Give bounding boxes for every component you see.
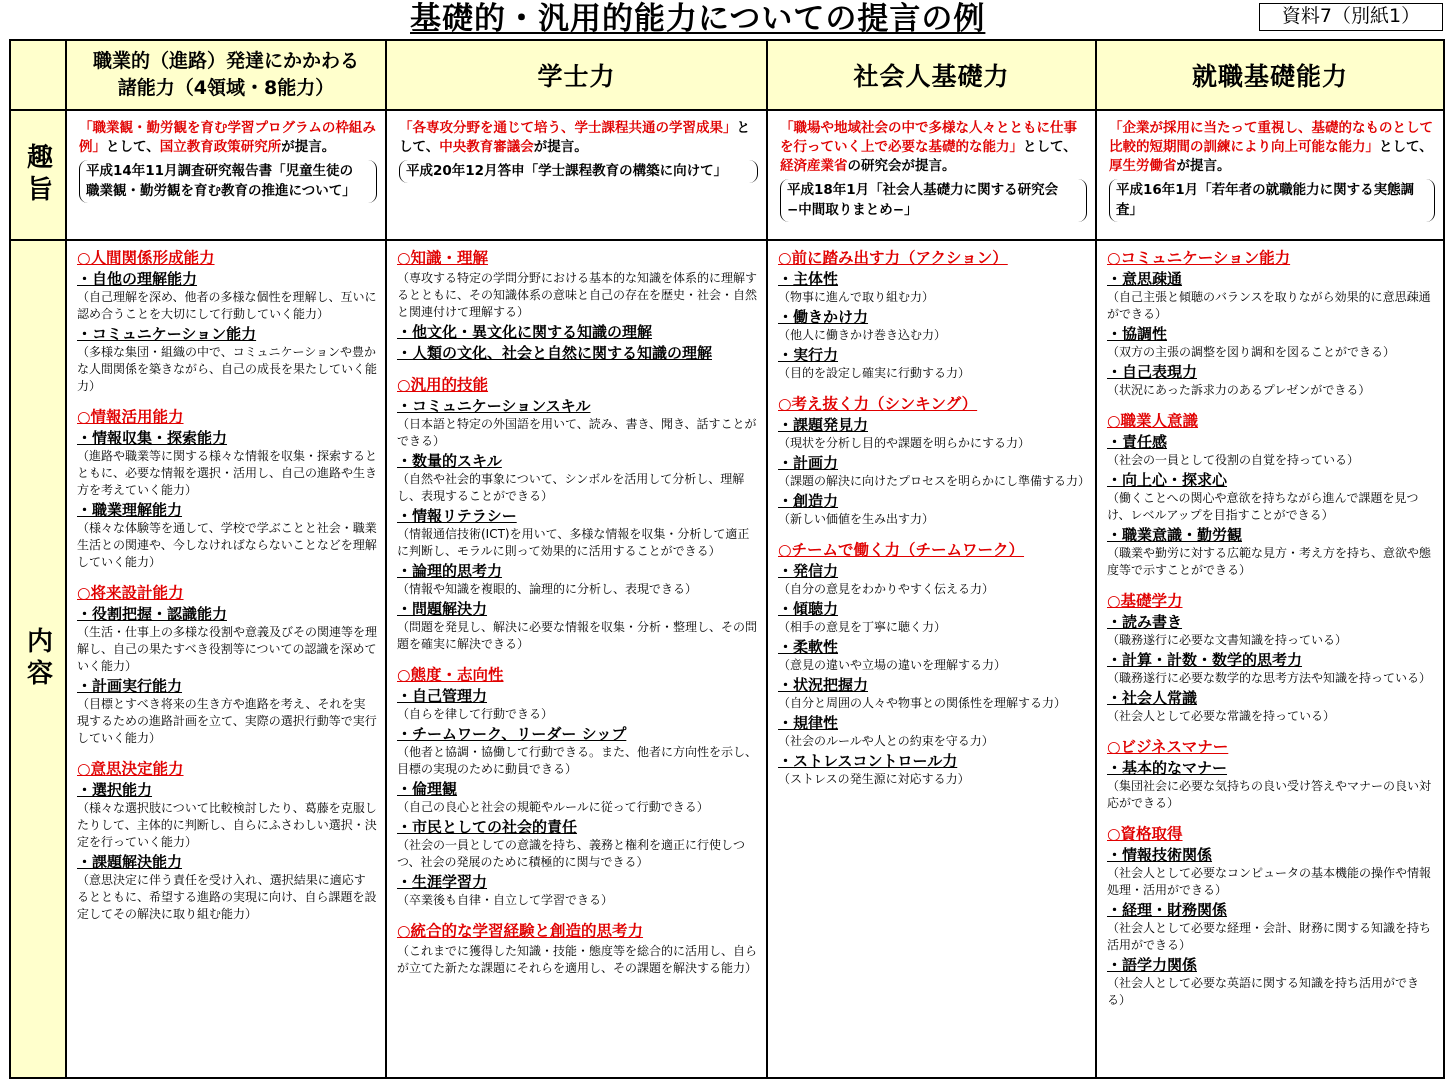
competency-category: ○ビジネスマナー — [1107, 738, 1229, 756]
competency-description: （生活・仕事上の多様な役割や意義及びその関連等を理解し、自己の果たすべき役割等についての認識を深めていく能力） — [77, 625, 378, 673]
competency-name: ・語学力関係 — [1107, 956, 1198, 974]
competency-description: （課題の解決に向けたプロセスを明らかにし準備する力） — [778, 474, 1091, 488]
competency-name: ・社会人常識 — [1107, 689, 1198, 707]
competency-item — [397, 818, 758, 871]
competency-item — [397, 600, 758, 653]
competency-category: ○前に踏み出す力（アクション） — [778, 249, 1008, 267]
column-header-basic-skills-for-working-people: 社会人基礎力 — [768, 41, 1097, 111]
competency-name: ・チームワーク、リーダー シップ — [397, 725, 627, 743]
purpose-connector: として、 — [106, 139, 160, 155]
purpose-statement — [780, 119, 1087, 176]
competency-description: （社会の一員としての意識を持ち、義務と権利を適正に行使しつつ、社会の発展のために積極的に関与できる） — [397, 838, 746, 869]
competency-item — [778, 676, 1087, 712]
competency-item — [1107, 433, 1435, 469]
competency-item — [77, 781, 377, 851]
competency-item — [77, 853, 377, 923]
competency-name: ・計算・計数・数学的思考力 — [1107, 651, 1303, 669]
purpose-statement — [79, 119, 377, 157]
competency-description: （社会人として必要な常識を持っている） — [1107, 709, 1336, 723]
row-label-purpose: 趣旨 — [11, 111, 67, 241]
competency-item — [778, 454, 1091, 490]
competency-category: ○意思決定能力 — [77, 760, 184, 778]
contents-cell — [1097, 241, 1443, 1077]
competency-category: ○チームで働く力（チームワーク） — [778, 541, 1025, 559]
column-header-bachelor-ability: 学士力 — [387, 41, 768, 111]
row-label-contents: 内容 — [11, 241, 67, 1077]
competency-description: （他人に働きかけ巻き込む力） — [778, 328, 947, 342]
competency-category: ○人間関係形成能力 — [77, 249, 215, 267]
competency-name: ・生涯学習力 — [397, 873, 488, 891]
competency-category: ○考え抜く力（シンキング） — [778, 395, 978, 413]
competency-description: （自己理解を深め、他者の多様な個性を理解し、互いに認め合うことを大切にして行動していく能力） — [77, 290, 377, 321]
competency-item — [397, 780, 758, 816]
column-header-career-development: 職業的（進路）発達にかかわる 諸能力（4領域・8能力） — [67, 41, 387, 111]
competency-category: ○コミュニケーション能力 — [1107, 249, 1291, 267]
purpose-cell — [67, 111, 387, 241]
competency-name: ・情報リテラシー — [397, 507, 517, 525]
competency-item — [1107, 689, 1435, 725]
competency-category: ○汎用的技能 — [397, 376, 489, 394]
competency-name: ・ストレスコントロール力 — [778, 752, 958, 770]
competency-description: （情報通信技術(ICT)を用いて、多様な情報を収集・分析して適正に判断し、モラルに則って効果的に活用することができる） — [397, 527, 750, 558]
source-document: 平成14年11月調査研究報告書「児童生徒の職業観・勤労観を育む教育の推進について」 — [79, 160, 377, 203]
page-title: 基礎的・汎用的能力についての提言の例 — [410, 1, 986, 37]
competency-item — [397, 873, 758, 909]
competency-name: ・課題解決能力 — [77, 853, 183, 871]
competency-item — [1107, 363, 1435, 399]
competency-category: ○情報活用能力 — [77, 408, 184, 426]
competency-name: ・他文化・異文化に関する知識の理解 — [397, 323, 653, 341]
purpose-cell — [387, 111, 768, 241]
competency-description: （現状を分析し目的や課題を明らかにする力） — [778, 436, 1031, 450]
competency-name: ・主体性 — [778, 270, 839, 288]
competency-description: （社会人として必要なコンピュータの基本機能の操作や情報処理・活用ができる） — [1107, 866, 1432, 897]
competency-name: ・向上心・探求心 — [1107, 471, 1228, 489]
competency-name: ・自己表現力 — [1107, 363, 1198, 381]
competency-name: ・経理・財務関係 — [1107, 901, 1228, 919]
competency-name: ・自己管理力 — [397, 687, 488, 705]
competency-description: （自然や社会的事象について、シンボルを活用して分析し、理解し、表現することができる） — [397, 472, 745, 503]
contents-cell — [67, 241, 387, 1077]
competency-description: （自分と周囲の人々や物事との関係性を理解する力） — [778, 696, 1067, 710]
competency-description: （社会の一員として役割の自覚を持っている） — [1107, 453, 1360, 467]
competency-description: （意見の違いや立場の違いを理解する力） — [778, 658, 1007, 672]
competency-description: （集団社会に必要な気持ちの良い受け答えやマナーの良い対応ができる） — [1107, 779, 1432, 810]
competency-item — [1107, 759, 1435, 812]
competency-item — [397, 943, 758, 977]
competency-item — [77, 325, 377, 395]
competency-name: ・柔軟性 — [778, 638, 839, 656]
competency-name: ・意思疎通 — [1107, 270, 1183, 288]
competency-item — [778, 562, 1087, 598]
competency-item — [77, 429, 377, 499]
competency-description: （働くことへの関心や意欲を持ちながら進んで課題を見つけ、レベルアップを目指すことができる） — [1107, 491, 1419, 522]
competency-name: ・問題解決力 — [397, 600, 488, 618]
competency-item — [778, 346, 1087, 382]
competency-name: ・基本的なマナー — [1107, 759, 1228, 777]
competency-name: ・論理的思考力 — [397, 562, 503, 580]
competency-name: ・自他の理解能力 — [77, 270, 198, 288]
proposing-organization: 国立教育政策研究所 — [159, 139, 282, 155]
competency-description: （ストレスの発生源に対応する力） — [778, 772, 970, 786]
competency-item — [778, 752, 1087, 788]
competency-item — [1107, 651, 1435, 687]
competency-table — [9, 39, 1445, 1079]
competency-item — [778, 308, 1087, 344]
competency-item — [778, 714, 1087, 750]
competency-description: （目的を設定し確実に行動する力） — [778, 366, 971, 380]
purpose-tail: が提言。 — [281, 139, 336, 155]
competency-description: （目標とすべき将来の生き方や進路を考え、それを実現するための進路計画を立て、実際の選択行動等で実行していく能力） — [77, 697, 377, 745]
competency-name: ・コミュニケーション能力 — [77, 325, 257, 343]
competency-item — [778, 638, 1087, 674]
competency-description: （社会人として必要な経理・会計、財務に関する知識を持ち活用ができる） — [1107, 921, 1432, 952]
contents-cell — [387, 241, 768, 1077]
competency-item — [397, 344, 758, 363]
competency-item — [397, 452, 758, 505]
competency-category: ○資格取得 — [1107, 825, 1183, 843]
competency-name: ・協調性 — [1107, 325, 1168, 343]
competency-item — [397, 323, 758, 342]
competency-item — [778, 600, 1087, 636]
competency-item — [1107, 526, 1435, 579]
purpose-tail: が提言。 — [533, 139, 588, 155]
column-header-employability-basic-skills: 就職基礎能力 — [1097, 41, 1443, 111]
competency-name: ・計画実行能力 — [77, 677, 183, 695]
competency-name: ・規律性 — [778, 714, 839, 732]
document-label: 資料7（別紙1） — [1259, 3, 1443, 31]
competency-name: ・市民としての社会的責任 — [397, 818, 578, 836]
competency-item — [1107, 270, 1435, 323]
competency-item — [77, 270, 377, 323]
purpose-quote: 「企業が採用に当たって重視し、基礎的なものとして比較的短期間の訓練により向上可能な能力」 — [1109, 120, 1433, 155]
competency-name: ・発信力 — [778, 562, 839, 580]
competency-description: （自己の良心と社会の規範やルールに従って行動できる） — [397, 800, 709, 814]
competency-name: ・責任感 — [1107, 433, 1168, 451]
competency-description: （専攻する特定の学問分野における基本的な知識を体系的に理解するとともに、その知識体系の意味と自己の存在を歴史・社会・自然と関連付けて理解する） — [397, 271, 758, 319]
competency-item — [397, 507, 758, 560]
competency-name: ・人類の文化、社会と自然に関する知識の理解 — [397, 344, 713, 362]
competency-category: ○知識・理解 — [397, 249, 489, 267]
competency-description: （相手の意見を丁寧に聴く力） — [778, 620, 947, 634]
competency-description: （日本語と特定の外国語を用いて、読み、書き、聞き、話すことができる） — [397, 417, 757, 448]
proposing-organization: 経済産業省 — [780, 158, 848, 174]
competency-item — [397, 562, 758, 598]
competency-item — [77, 677, 377, 747]
competency-description: （これまでに獲得した知識・技能・態度等を総合的に活用し、自らが立てた新たな課題にそれらを適用し、その課題を解決する能力） — [397, 944, 758, 975]
competency-item — [397, 397, 758, 450]
competency-name: ・数量的スキル — [397, 452, 502, 470]
competency-description: （意思決定に伴う責任を受け入れ、選択結果に適応するとともに、希望する進路の実現に向け、自ら課題を設定してその解決に取り組む能力） — [77, 873, 377, 921]
competency-description: （職務遂行に必要な文書知識を持っている） — [1107, 633, 1348, 647]
competency-name: ・情報収集・探索能力 — [77, 429, 228, 447]
competency-item — [1107, 956, 1435, 1009]
competency-description: （他者と協調・協働して行動できる。また、他者に方向性を示し、目標の実現のために動員できる） — [397, 745, 758, 776]
competency-description: （卒業後も自律・自立して学習できる） — [397, 893, 614, 907]
competency-item — [778, 416, 1087, 452]
purpose-cell — [1097, 111, 1443, 241]
competency-description: （情報や知識を複眼的、論理的に分析し、表現できる） — [397, 582, 698, 596]
purpose-connector: として、 — [1023, 139, 1077, 155]
source-document: 平成18年1月「社会人基礎力に関する研究会−中間取りまとめ−」 — [780, 179, 1087, 222]
competency-name: ・実行力 — [778, 346, 839, 364]
competency-description: （新しい価値を生み出す力） — [778, 512, 935, 526]
competency-description: （自らを律して行動できる） — [397, 707, 554, 721]
purpose-quote: 「各専攻分野を通じて培う、学士課程共通の学習成果」 — [399, 120, 737, 136]
purpose-connector: として、 — [399, 120, 750, 155]
competency-item — [778, 492, 1087, 528]
competency-name: ・役割把握・認識能力 — [77, 605, 228, 623]
competency-name: ・コミュニケーションスキル — [397, 397, 591, 415]
competency-item — [397, 270, 758, 321]
competency-item — [397, 725, 758, 778]
purpose-connector: として、 — [1379, 139, 1433, 155]
competency-category: ○将来設計能力 — [77, 584, 184, 602]
competency-name: ・状況把握力 — [778, 676, 869, 694]
competency-description: （自分の意見をわかりやすく伝える力） — [778, 582, 995, 596]
competency-name: ・職業意識・勤労観 — [1107, 526, 1243, 544]
competency-name: ・創造力 — [778, 492, 839, 510]
competency-name: ・読み書き — [1107, 613, 1183, 631]
competency-item — [397, 687, 758, 723]
purpose-statement — [399, 119, 758, 157]
competency-name: ・情報技術関係 — [1107, 846, 1213, 864]
purpose-quote: 「職業観・勤労観を育む学習プログラムの枠組み例」 — [79, 120, 376, 155]
competency-description: （双方の主張の調整を図り調和を図ることができる） — [1107, 345, 1396, 359]
purpose-tail: が提言。 — [1176, 158, 1231, 174]
competency-item — [77, 605, 377, 675]
competency-description: （社会のルールや人との約束を守る力） — [778, 734, 994, 748]
competency-description: （様々な体験等を通して、学校で学ぶことと社会・職業生活との関連や、今しなければならないことなどを理解していく能力） — [77, 521, 377, 569]
source-document: 平成20年12月答申「学士課程教育の構築に向けて」 — [399, 160, 758, 183]
competency-category: ○態度・志向性 — [397, 666, 504, 684]
competency-name: ・計画力 — [778, 454, 839, 472]
purpose-quote: 「職場や地域社会の中で多様な人々とともに仕事を行っていく上で必要な基礎的な能力」 — [780, 120, 1077, 155]
competency-description: （状況にあった訴求力のあるプレゼンができる） — [1107, 383, 1371, 397]
purpose-cell — [768, 111, 1097, 241]
competency-description: （多様な集団・組織の中で、コミュニケーションや豊かな人間関係を築きながら、自己の成長を果たしていく能力） — [77, 345, 378, 393]
competency-name: ・倫理観 — [397, 780, 458, 798]
competency-category: ○職業人意識 — [1107, 412, 1199, 430]
competency-description: （問題を発見し、解決に必要な情報を収集・分析・整理し、その問題を確実に解決できる） — [397, 620, 758, 651]
competency-name: ・職業理解能力 — [77, 501, 183, 519]
competency-item — [1107, 471, 1435, 524]
contents-cell — [768, 241, 1097, 1077]
competency-description: （職務遂行に必要な数学的な思考方法や知識を持っている） — [1107, 671, 1432, 685]
purpose-statement — [1109, 119, 1435, 176]
competency-item — [1107, 325, 1435, 361]
corner-cell — [11, 41, 67, 111]
competency-category: ○統合的な学習経験と創造的思考力 — [397, 922, 644, 940]
proposing-organization: 中央教育審議会 — [439, 139, 534, 155]
competency-name: ・課題発見力 — [778, 416, 869, 434]
competency-name: ・傾聴力 — [778, 600, 839, 618]
competency-description: （社会人として必要な英語に関する知識を持ち活用ができる） — [1107, 976, 1420, 1007]
competency-description: （職業や勤労に対する広範な見方・考え方を持ち、意欲や態度等で示すことができる） — [1107, 546, 1432, 577]
competency-item — [77, 501, 377, 571]
competency-item — [1107, 846, 1435, 899]
competency-description: （自己主張と傾聴のバランスを取りながら効果的に意思疎通ができる） — [1107, 290, 1431, 321]
competency-item — [1107, 613, 1435, 649]
source-document: 平成16年1月「若年者の就職能力に関する実態調査」 — [1109, 179, 1435, 222]
competency-description: （進路や職業等に関する様々な情報を収集・探索するとともに、必要な情報を選択・活用し、自己の進路や生き方を考えていく能力） — [77, 449, 378, 497]
competency-item — [1107, 901, 1435, 954]
competency-description: （様々な選択肢について比較検討したり、葛藤を克服したりして、主体的に判断し、自らにふさわしい選択・決定を行っていく能力） — [77, 801, 377, 849]
competency-category: ○基礎学力 — [1107, 592, 1183, 610]
proposing-organization: 厚生労働省 — [1109, 158, 1177, 174]
competency-item — [778, 270, 1087, 306]
competency-name: ・選択能力 — [77, 781, 153, 799]
purpose-tail: の研究会が提言。 — [847, 158, 956, 174]
competency-description: （物事に進んで取り組む力） — [778, 290, 935, 304]
competency-name: ・働きかけ力 — [778, 308, 869, 326]
